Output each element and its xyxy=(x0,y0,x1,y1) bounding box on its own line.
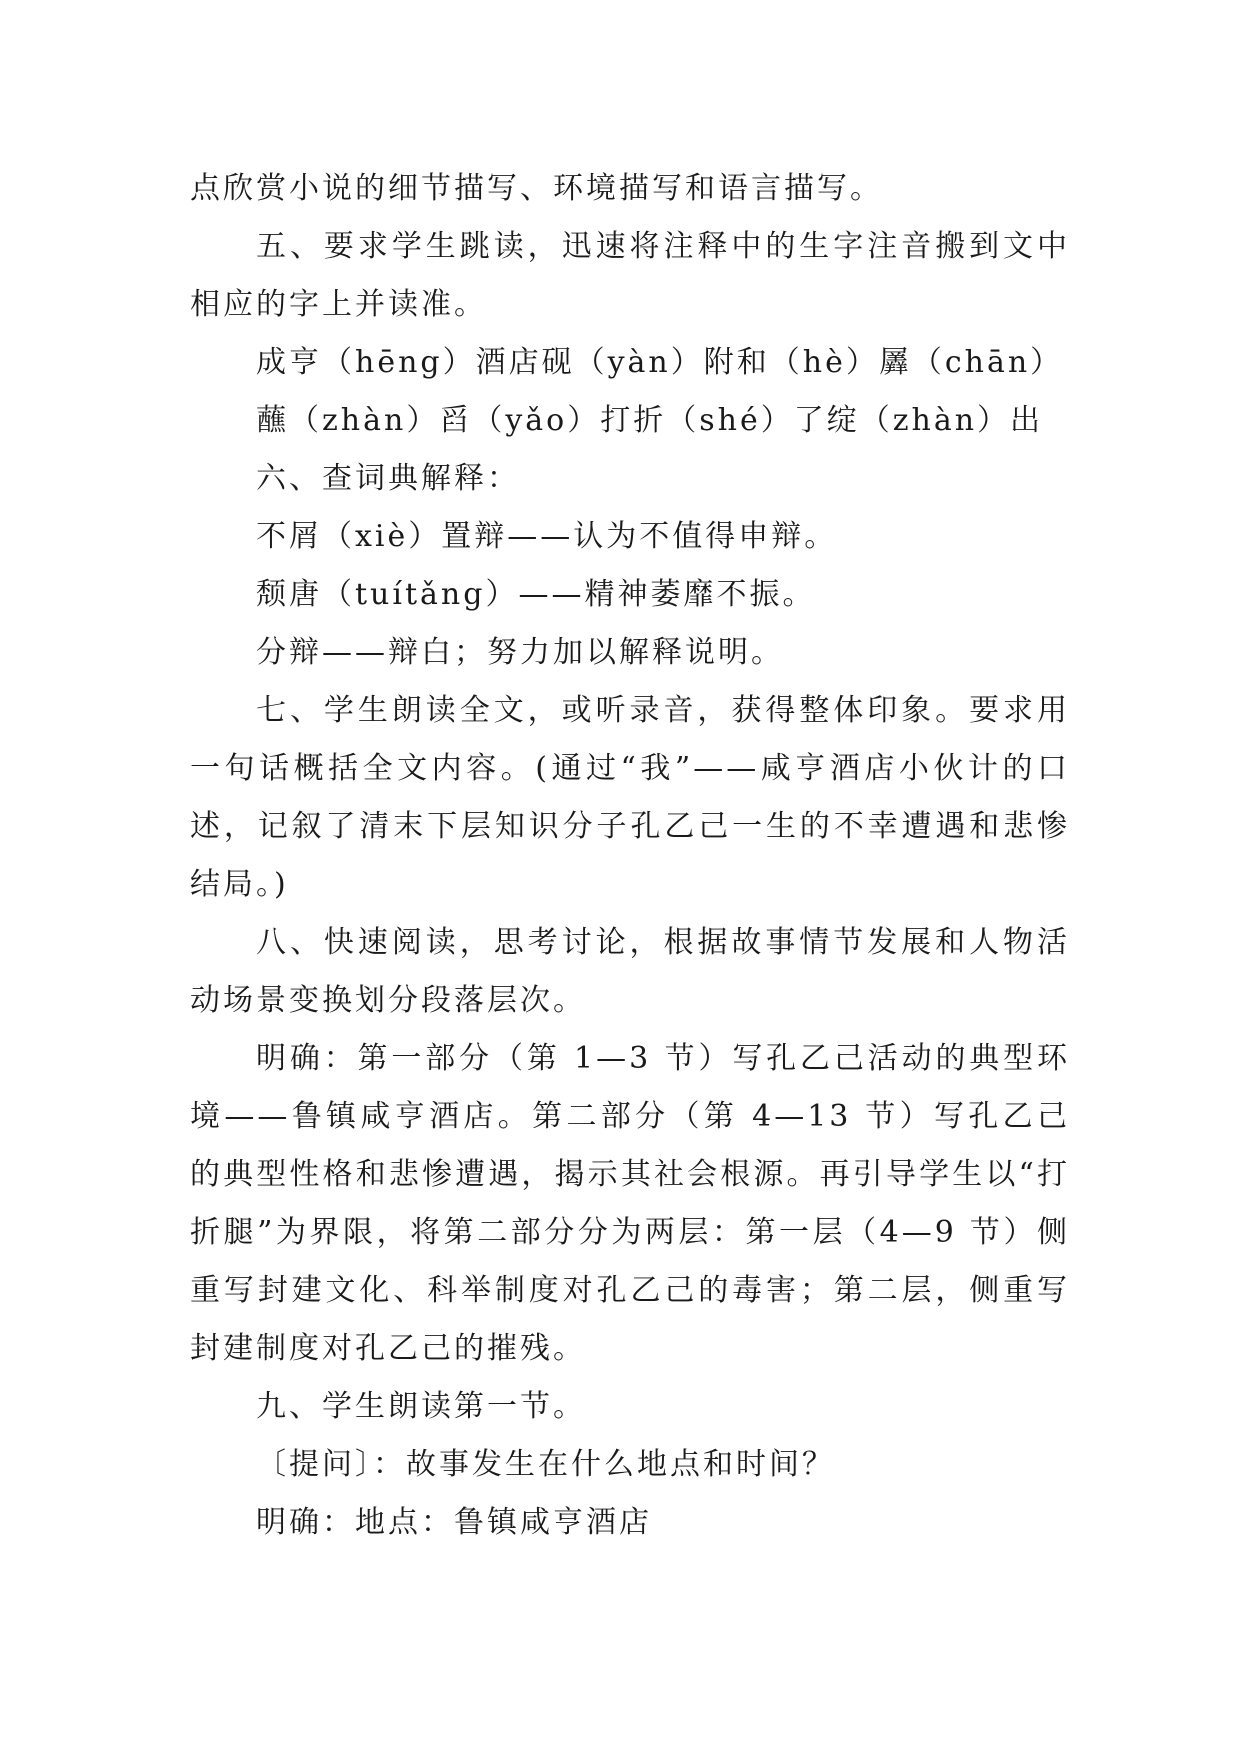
paragraph-10: 八、快速阅读，思考讨论，根据故事情节发展和人物活动场景变换划分段落层次。 xyxy=(190,925,1070,1018)
paragraph-2: 五、要求学生跳读，迅速将注释中的生字注音搬到文中相应的字上并读准。 xyxy=(190,229,1070,322)
paragraph-3: 成亨（hēng）酒店砚（yàn）附和（hè）羼（chān） xyxy=(256,345,1064,380)
paragraph-6: 不屑（xiè）置辩——认为不值得申辩。 xyxy=(256,519,838,554)
paragraph-4: 蘸（zhàn）舀（yǎo）打折（shé）了绽（zhàn）出 xyxy=(256,403,1044,438)
paragraph-14: 明确：地点：鲁镇咸亨酒店 xyxy=(256,1505,652,1540)
paragraph-5: 六、查词典解释： xyxy=(256,461,520,496)
paragraph-7: 颓唐（tuítǎng）——精神萎靡不振。 xyxy=(256,577,816,612)
paragraph-1: 点欣赏小说的细节描写、环境描写和语言描写。 xyxy=(190,171,883,206)
paragraph-13: 〔提问〕：故事发生在什么地点和时间？ xyxy=(256,1447,835,1482)
paragraph-12: 九、学生朗读第一节。 xyxy=(256,1389,586,1424)
document-page xyxy=(190,160,1070,1552)
paragraph-8: 分辩——辩白；努力加以解释说明。 xyxy=(256,635,784,670)
paragraph-11: 明确：第一部分（第 1—3 节）写孔乙己活动的典型环境——鲁镇咸亨酒店。第二部分（第 4—13 节）写孔乙己的典型性格和悲惨遭遇，揭示其社会根源。再引导学生以“打折腿”为界限，将第二部分分为两层：第一层（4—9 节）侧重写封建文化、科举制度对孔乙己的毒害；第二层，侧重写封建制度对孔乙己的摧残。 xyxy=(190,1041,1070,1366)
paragraph-9: 七、学生朗读全文，或听录音，获得整体印象。要求用一句话概括全文内容。(通过“我”——咸亨酒店小伙计的口述，记叙了清末下层知识分子孔乙己一生的不幸遭遇和悲惨结局。) xyxy=(190,693,1070,902)
